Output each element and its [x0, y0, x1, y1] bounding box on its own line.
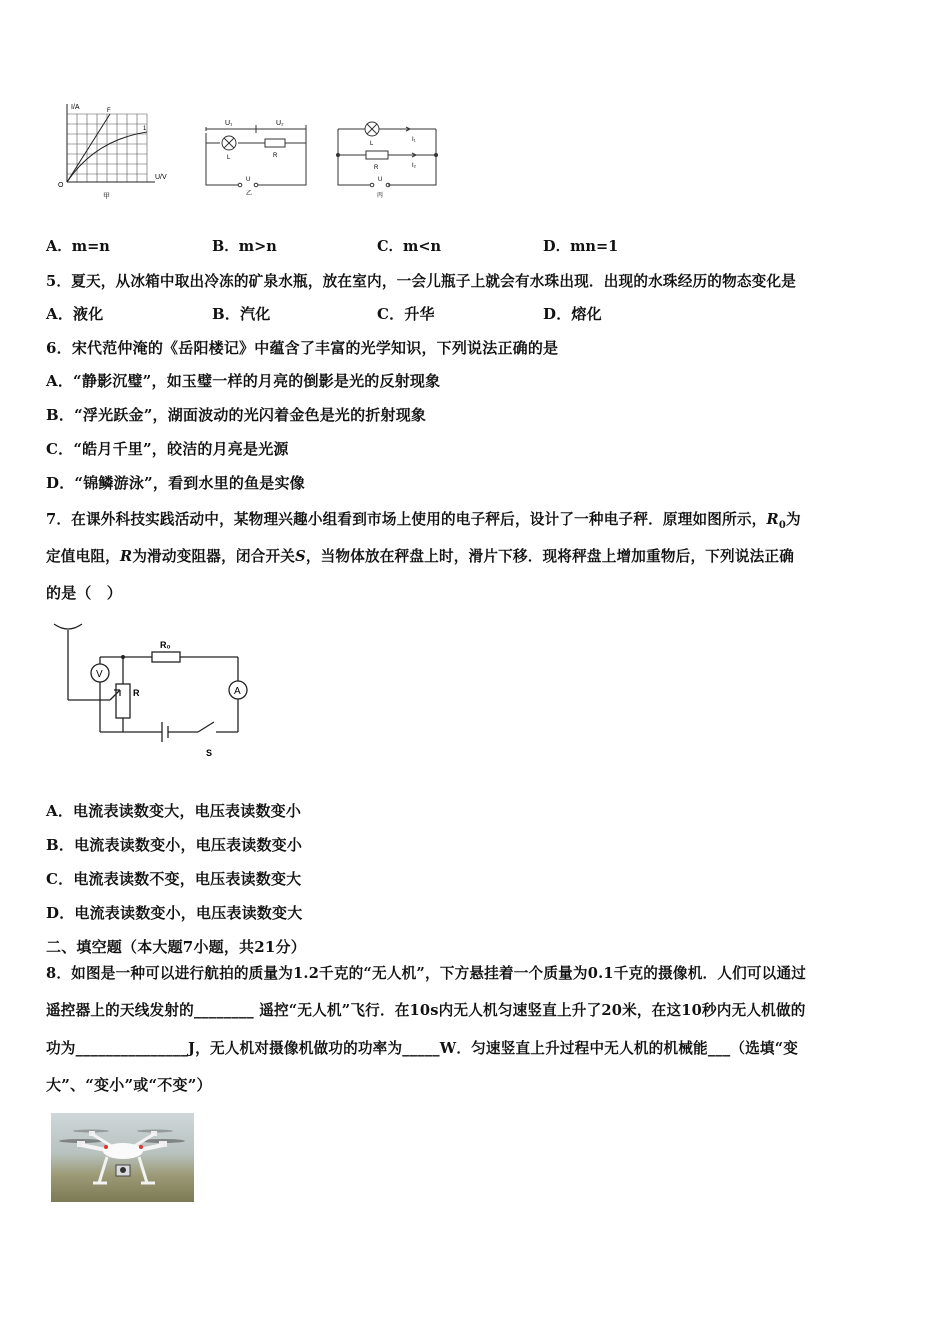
circuit-b-r: R	[273, 153, 278, 159]
q5-option-b: B．汽化	[212, 305, 271, 323]
circuit-c-i2: I₂	[412, 163, 416, 169]
drone-photo	[51, 1113, 194, 1202]
graph-curve-label-1: 1	[143, 126, 147, 132]
ammeter-label: A	[234, 686, 241, 697]
circuit-b-u: U	[246, 177, 251, 183]
parallel-circuit-figure	[332, 117, 444, 202]
q7-line2-start: 定值电阻，	[46, 548, 120, 565]
q7-option-c: C．电流表读数不变，电压表读数变大	[46, 870, 302, 888]
q7-stem-line2	[46, 545, 794, 566]
q5-option-a: A．液化	[46, 305, 104, 323]
q6-stem: 6．宋代范仲淹的《岳阳楼记》中蕴含了丰富的光学知识，下列说法正确的是	[46, 339, 559, 357]
q8-line4: 大”、“变小”或“不变”）	[46, 1076, 212, 1094]
q7-option-d: D．电流表读数变小，电压表读数变大	[46, 904, 303, 922]
q4-option-a: A．m=n	[46, 238, 110, 255]
s-symbol: S	[295, 548, 306, 565]
q7-line2-end: ，当物体放在秤盘上时，滑片下移．现将秤盘上增加重物后，下列说法正确	[305, 548, 795, 565]
r0-label: R₀	[160, 640, 171, 650]
q5-option-d: D．熔化	[543, 305, 602, 323]
iu-graph-figure	[55, 100, 180, 202]
r-label: R	[133, 688, 140, 698]
q4-option-c: C．m<n	[377, 238, 442, 255]
q7-stem-line1	[46, 508, 801, 531]
circuit-c-l: L	[370, 141, 374, 147]
q8-line1: 8．如图是一种可以进行航拍的质量为1.2千克的“无人机”，下方悬挂着一个质量为0.1千克的摄像机．人们可以通过	[46, 965, 807, 982]
circuit-c-r: R	[374, 165, 379, 171]
q7-option-b: B．电流表读数变小，电压表读数变小	[46, 836, 303, 854]
s-label: S	[206, 748, 213, 758]
circuit-b-l: L	[227, 155, 231, 161]
q6-option-d: D．“锦鳞游泳”，看到水里的鱼是实像	[46, 474, 305, 492]
q7-line1-end: 为	[785, 511, 801, 528]
circuit-c-u: U	[378, 177, 383, 183]
q4-option-d: D．mn=1	[543, 238, 619, 255]
drone-illustration	[51, 1113, 194, 1202]
q8-line2: 遥控器上的天线发射的________ 遥控“无人机”飞行．在10s内无人机匀速竖直上升了20米，在这10秒内无人机做的	[46, 1002, 806, 1019]
circuit-c-i1: I₁	[412, 137, 416, 143]
graph-curve-label-f: F	[107, 108, 111, 114]
voltmeter-label: V	[96, 669, 103, 680]
q6-option-c: C．“皓月千里”，皎洁的月亮是光源	[46, 440, 289, 458]
circuit-b-caption: 乙	[246, 191, 253, 197]
section-heading: 二、填空题（本大题7小题，共21分）	[46, 938, 306, 956]
q8-line3: 功为_______________J，无人机对摄像机做功的功率为_____W．匀速竖直上升过程中无人机的机械能___（选填“变	[46, 1040, 799, 1057]
circuit-b-u1: U₁	[225, 120, 233, 127]
graph-x-label: U/V	[155, 174, 167, 181]
q7-stem-line3: 的是（ ）	[46, 584, 123, 602]
q5-stem: 5．夏天，从冰箱中取出冷冻的矿泉水瓶，放在室内，一会儿瓶子上就会有水珠出现．出现的水珠经历的物态变化是	[46, 273, 797, 290]
graph-y-label: I/A	[71, 104, 80, 111]
r-symbol: R	[119, 548, 133, 565]
q5-option-c: C．升华	[377, 305, 435, 323]
series-circuit-figure	[200, 115, 315, 200]
q7-line2-mid: 为滑动变阻器，闭合开关	[132, 548, 296, 565]
scale-circuit-figure	[48, 618, 253, 763]
r0-subscript: 0	[778, 519, 786, 531]
graph-caption: 甲	[103, 193, 110, 200]
q4-option-b: B．m>n	[212, 238, 277, 255]
circuit-b-u2: U₂	[276, 120, 284, 127]
q6-option-a: A．“静影沉璧”，如玉璧一样的月亮的倒影是光的反射现象	[46, 372, 441, 390]
q7-option-a: A．电流表读数变大，电压表读数变小	[46, 802, 302, 820]
circuit-c-caption: 丙	[377, 193, 384, 199]
r0-symbol: R	[766, 511, 779, 528]
graph-origin: O	[58, 182, 64, 189]
q6-option-b: B．“浮光跃金”，湖面波动的光闪着金色是光的折射现象	[46, 406, 427, 424]
q7-line1-text: 7．在课外科技实践活动中，某物理兴趣小组看到市场上使用的电子秤后，设计了一种电子秤．原理如图所示，	[46, 511, 767, 528]
